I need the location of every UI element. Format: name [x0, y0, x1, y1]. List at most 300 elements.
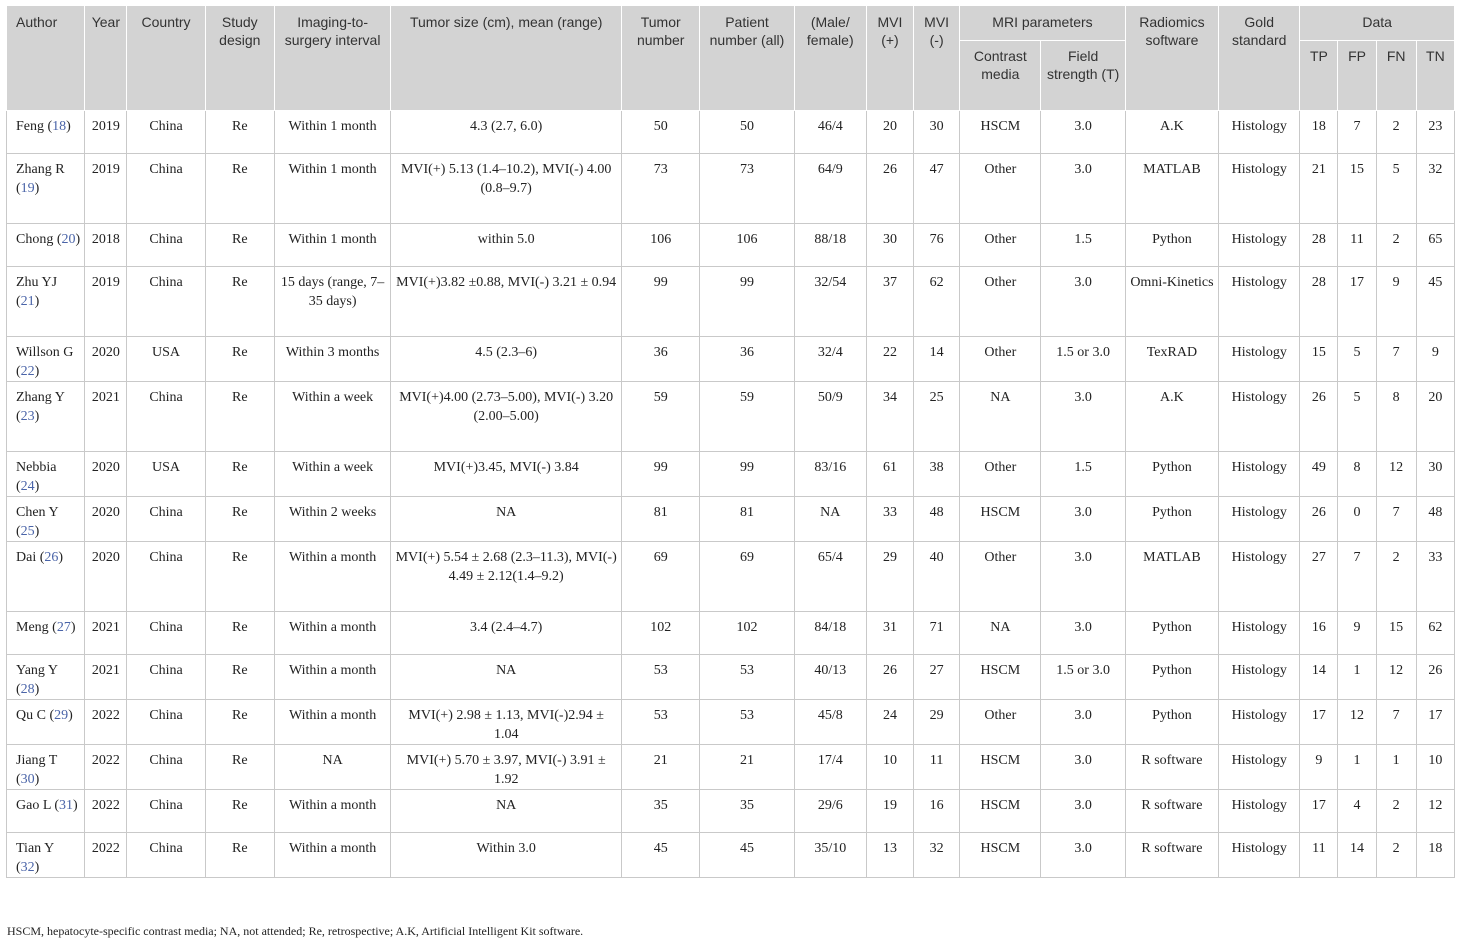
cell-tumor-number: 99: [622, 452, 700, 497]
table-row: [7, 542, 1455, 612]
cell-mvi-pos: 61: [866, 452, 913, 497]
cell-tp: 14: [1300, 655, 1338, 700]
cell-tumor-number: 99: [622, 267, 700, 337]
cell-fn: 15: [1376, 612, 1416, 655]
cell-country: China: [127, 612, 205, 655]
cell-tn: 17: [1416, 700, 1454, 745]
cell-mvi-pos: 34: [866, 382, 913, 452]
cell-author: Nebbia (24): [7, 452, 85, 497]
author-name: Chen Y: [16, 505, 59, 520]
table-row: [7, 452, 1455, 497]
cell-fn: 2: [1376, 833, 1416, 878]
cell-mvi-pos: 13: [866, 833, 913, 878]
cell-mvi-pos: 30: [866, 224, 913, 267]
cell-study-design: Re: [205, 111, 274, 154]
cell-year: 2022: [85, 700, 127, 745]
cell-radiomics-software: Python: [1125, 700, 1218, 745]
cell-study-design: Re: [205, 655, 274, 700]
author-name: Willson G: [16, 345, 74, 360]
cell-field-strength: 1.5: [1041, 452, 1125, 497]
cell-mvi-pos: 19: [866, 790, 913, 833]
cell-study-design: Re: [205, 612, 274, 655]
cell-patient-number: 21: [700, 745, 794, 790]
cell-interval: Within a month: [274, 542, 390, 612]
cell-mvi-pos: 10: [866, 745, 913, 790]
cell-tp: 11: [1300, 833, 1338, 878]
cell-tp: 49: [1300, 452, 1338, 497]
cell-study-design: Re: [205, 382, 274, 452]
cell-patient-number: 106: [700, 224, 794, 267]
cell-tumor-number: 81: [622, 497, 700, 542]
cell-year: 2022: [85, 790, 127, 833]
cell-radiomics-software: R software: [1125, 745, 1218, 790]
reference-link[interactable]: 23: [20, 408, 35, 424]
cell-fp: 1: [1338, 745, 1376, 790]
cell-interval: Within a month: [274, 655, 390, 700]
table-row: [7, 224, 1455, 267]
cell-author: Zhu YJ (21): [7, 267, 85, 337]
cell-year: 2021: [85, 612, 127, 655]
cell-patient-number: 53: [700, 655, 794, 700]
cell-field-strength: 3.0: [1041, 700, 1125, 745]
cell-sex: 65/4: [794, 542, 866, 612]
cell-field-strength: 3.0: [1041, 833, 1125, 878]
cell-field-strength: 3.0: [1041, 382, 1125, 452]
cell-tumor-size: MVI(+)3.82 ±0.88, MVI(-) 3.21 ± 0.94: [391, 267, 622, 337]
cell-author: Jiang T (30): [7, 745, 85, 790]
table-container: [6, 5, 1455, 878]
reference-link[interactable]: 31: [59, 798, 74, 813]
cell-fn: 2: [1376, 790, 1416, 833]
cell-fn: 2: [1376, 542, 1416, 612]
cell-patient-number: 81: [700, 497, 794, 542]
cell-tp: 17: [1300, 790, 1338, 833]
study-characteristics-table: [6, 5, 1455, 878]
col-header-author: Author: [7, 6, 85, 111]
author-name: Dai: [16, 550, 37, 565]
cell-interval: Within 3 months: [274, 337, 390, 382]
table-row: [7, 111, 1455, 154]
cell-author: Zhang Y (23): [7, 382, 85, 452]
cell-study-design: Re: [205, 542, 274, 612]
cell-field-strength: 3.0: [1041, 111, 1125, 154]
col-header-tumor-number: Tumor number: [622, 6, 700, 111]
cell-interval: Within a month: [274, 790, 390, 833]
cell-field-strength: 3.0: [1041, 154, 1125, 224]
reference-link[interactable]: 18: [52, 119, 67, 134]
reference-link[interactable]: 26: [44, 550, 59, 565]
cell-gold-standard: Histology: [1219, 745, 1300, 790]
table-row: [7, 337, 1455, 382]
cell-tumor-size: 4.3 (2.7, 6.0): [391, 111, 622, 154]
cell-mvi-neg: 30: [914, 111, 960, 154]
cell-year: 2020: [85, 542, 127, 612]
cell-tumor-size: NA: [391, 790, 622, 833]
author-name: Jiang T: [16, 753, 58, 768]
cell-mvi-neg: 11: [914, 745, 960, 790]
cell-patient-number: 53: [700, 700, 794, 745]
cell-tn: 30: [1416, 452, 1454, 497]
cell-tn: 26: [1416, 655, 1454, 700]
cell-fp: 4: [1338, 790, 1376, 833]
cell-study-design: Re: [205, 700, 274, 745]
cell-tn: 48: [1416, 497, 1454, 542]
cell-radiomics-software: A.K: [1125, 111, 1218, 154]
cell-year: 2022: [85, 745, 127, 790]
cell-fp: 14: [1338, 833, 1376, 878]
cell-tn: 65: [1416, 224, 1454, 267]
cell-author: Meng (27): [7, 612, 85, 655]
cell-contrast-media: HSCM: [960, 745, 1041, 790]
cell-sex: 29/6: [794, 790, 866, 833]
cell-fn: 7: [1376, 497, 1416, 542]
cell-author: Willson G (22): [7, 337, 85, 382]
cell-interval: Within 1 month: [274, 111, 390, 154]
cell-tumor-number: 53: [622, 655, 700, 700]
cell-tumor-number: 102: [622, 612, 700, 655]
cell-tp: 26: [1300, 382, 1338, 452]
cell-gold-standard: Histology: [1219, 267, 1300, 337]
cell-tumor-size: Within 3.0: [391, 833, 622, 878]
cell-tumor-size: within 5.0: [391, 224, 622, 267]
cell-study-design: Re: [205, 497, 274, 542]
cell-patient-number: 102: [700, 612, 794, 655]
cell-sex: 32/4: [794, 337, 866, 382]
cell-study-design: Re: [205, 833, 274, 878]
cell-sex: 45/8: [794, 700, 866, 745]
cell-contrast-media: Other: [960, 337, 1041, 382]
col-header-tp: TP: [1300, 41, 1338, 111]
cell-year: 2019: [85, 267, 127, 337]
cell-tn: 32: [1416, 154, 1454, 224]
reference-link[interactable]: 30: [20, 771, 35, 787]
cell-year: 2021: [85, 655, 127, 700]
col-header-contrast-media: Contrast media: [960, 41, 1041, 111]
author-name: Nebbia: [16, 460, 57, 475]
cell-study-design: Re: [205, 267, 274, 337]
col-header-interval: Imaging-to-surgery interval: [274, 6, 390, 111]
cell-year: 2020: [85, 337, 127, 382]
table-body: [7, 111, 1455, 878]
cell-interval: Within a month: [274, 833, 390, 878]
reference-link[interactable]: 32: [20, 859, 35, 875]
cell-year: 2019: [85, 154, 127, 224]
cell-mvi-pos: 37: [866, 267, 913, 337]
cell-tp: 17: [1300, 700, 1338, 745]
cell-country: China: [127, 111, 205, 154]
cell-patient-number: 99: [700, 452, 794, 497]
cell-contrast-media: HSCM: [960, 790, 1041, 833]
author-name: Zhu YJ: [16, 275, 58, 290]
cell-mvi-neg: 38: [914, 452, 960, 497]
cell-contrast-media: HSCM: [960, 655, 1041, 700]
cell-fn: 7: [1376, 337, 1416, 382]
cell-tumor-size: NA: [391, 497, 622, 542]
cell-mvi-pos: 31: [866, 612, 913, 655]
cell-fp: 5: [1338, 337, 1376, 382]
cell-gold-standard: Histology: [1219, 154, 1300, 224]
table-row: [7, 790, 1455, 833]
cell-sex: 35/10: [794, 833, 866, 878]
reference-link[interactable]: 22: [20, 363, 35, 379]
cell-tumor-number: 50: [622, 111, 700, 154]
cell-country: China: [127, 833, 205, 878]
cell-mvi-neg: 14: [914, 337, 960, 382]
col-header-data: Data: [1300, 6, 1455, 41]
cell-interval: Within 2 weeks: [274, 497, 390, 542]
cell-sex: 83/16: [794, 452, 866, 497]
cell-tumor-size: MVI(+) 5.70 ± 3.97, MVI(-) 3.91 ± 1.92: [391, 745, 622, 790]
cell-gold-standard: Histology: [1219, 790, 1300, 833]
cell-sex: 88/18: [794, 224, 866, 267]
cell-mvi-pos: 20: [866, 111, 913, 154]
cell-country: China: [127, 267, 205, 337]
cell-mvi-neg: 25: [914, 382, 960, 452]
cell-country: USA: [127, 452, 205, 497]
cell-fn: 12: [1376, 655, 1416, 700]
cell-contrast-media: Other: [960, 267, 1041, 337]
reference-link[interactable]: 21: [20, 293, 35, 309]
cell-country: China: [127, 224, 205, 267]
cell-study-design: Re: [205, 745, 274, 790]
cell-field-strength: 1.5: [1041, 224, 1125, 267]
author-name: Gao L: [16, 798, 51, 813]
cell-gold-standard: Histology: [1219, 497, 1300, 542]
cell-fp: 12: [1338, 700, 1376, 745]
col-header-fp: FP: [1338, 41, 1376, 111]
cell-tumor-size: MVI(+)4.00 (2.73–5.00), MVI(-) 3.20 (2.00–5.00): [391, 382, 622, 452]
table-row: [7, 612, 1455, 655]
cell-interval: Within 1 month: [274, 224, 390, 267]
cell-country: China: [127, 790, 205, 833]
cell-year: 2020: [85, 452, 127, 497]
cell-patient-number: 69: [700, 542, 794, 612]
cell-interval: Within a month: [274, 612, 390, 655]
cell-fn: 9: [1376, 267, 1416, 337]
col-header-country: Country: [127, 6, 205, 111]
cell-interval: 15 days (range, 7–35 days): [274, 267, 390, 337]
cell-mvi-pos: 26: [866, 154, 913, 224]
cell-gold-standard: Histology: [1219, 612, 1300, 655]
cell-fn: 2: [1376, 111, 1416, 154]
cell-sex: 46/4: [794, 111, 866, 154]
cell-tumor-size: MVI(+)3.45, MVI(-) 3.84: [391, 452, 622, 497]
cell-tp: 27: [1300, 542, 1338, 612]
table-row: [7, 833, 1455, 878]
cell-gold-standard: Histology: [1219, 833, 1300, 878]
cell-tumor-size: MVI(+) 2.98 ± 1.13, MVI(-)2.94 ± 1.04: [391, 700, 622, 745]
col-header-gold-standard: Gold standard: [1219, 6, 1300, 111]
cell-patient-number: 73: [700, 154, 794, 224]
col-header-mvi-neg: MVI (-): [914, 6, 960, 111]
cell-mvi-neg: 76: [914, 224, 960, 267]
cell-mvi-pos: 33: [866, 497, 913, 542]
cell-patient-number: 45: [700, 833, 794, 878]
cell-year: 2020: [85, 497, 127, 542]
cell-tumor-number: 36: [622, 337, 700, 382]
reference-link[interactable]: 25: [20, 523, 35, 539]
cell-author: Chen Y (25): [7, 497, 85, 542]
cell-radiomics-software: R software: [1125, 790, 1218, 833]
cell-author: Chong (20): [7, 224, 85, 267]
cell-sex: 84/18: [794, 612, 866, 655]
cell-fn: 7: [1376, 700, 1416, 745]
cell-tumor-number: 69: [622, 542, 700, 612]
cell-study-design: Re: [205, 452, 274, 497]
cell-year: 2019: [85, 111, 127, 154]
cell-radiomics-software: Python: [1125, 655, 1218, 700]
cell-radiomics-software: TexRAD: [1125, 337, 1218, 382]
cell-mvi-neg: 27: [914, 655, 960, 700]
cell-tp: 15: [1300, 337, 1338, 382]
cell-tp: 16: [1300, 612, 1338, 655]
reference-link[interactable]: 24: [20, 478, 35, 494]
cell-field-strength: 3.0: [1041, 745, 1125, 790]
cell-tumor-number: 59: [622, 382, 700, 452]
cell-study-design: Re: [205, 224, 274, 267]
cell-tumor-number: 106: [622, 224, 700, 267]
table-footnote: HSCM, hepatocyte-specific contrast media; NA, not attended; Re, retrospective; A.K, Artificial Intelligent Kit software.: [7, 924, 584, 938]
cell-tn: 10: [1416, 745, 1454, 790]
cell-country: China: [127, 382, 205, 452]
cell-sex: 17/4: [794, 745, 866, 790]
reference-link[interactable]: 27: [56, 620, 71, 635]
cell-mvi-pos: 26: [866, 655, 913, 700]
cell-fn: 5: [1376, 154, 1416, 224]
author-name: Yang Y: [16, 663, 58, 678]
cell-tn: 9: [1416, 337, 1454, 382]
cell-tumor-size: NA: [391, 655, 622, 700]
cell-patient-number: 50: [700, 111, 794, 154]
cell-fp: 5: [1338, 382, 1376, 452]
cell-mvi-pos: 24: [866, 700, 913, 745]
col-header-tumor-size: Tumor size (cm), mean (range): [391, 6, 622, 111]
cell-sex: 64/9: [794, 154, 866, 224]
cell-year: 2021: [85, 382, 127, 452]
cell-sex: 32/54: [794, 267, 866, 337]
author-name: Tian Y: [16, 841, 54, 856]
reference-link[interactable]: 19: [20, 180, 35, 196]
cell-patient-number: 36: [700, 337, 794, 382]
cell-fp: 0: [1338, 497, 1376, 542]
cell-gold-standard: Histology: [1219, 655, 1300, 700]
cell-contrast-media: NA: [960, 612, 1041, 655]
table-row: [7, 382, 1455, 452]
cell-interval: NA: [274, 745, 390, 790]
cell-tn: 33: [1416, 542, 1454, 612]
table-row: [7, 655, 1455, 700]
cell-gold-standard: Histology: [1219, 542, 1300, 612]
cell-tp: 21: [1300, 154, 1338, 224]
cell-radiomics-software: Python: [1125, 612, 1218, 655]
cell-fp: 8: [1338, 452, 1376, 497]
cell-patient-number: 35: [700, 790, 794, 833]
author-name: Meng: [16, 620, 49, 635]
cell-radiomics-software: Python: [1125, 497, 1218, 542]
cell-tumor-size: MVI(+) 5.54 ± 2.68 (2.3–11.3), MVI(-) 4.49 ± 2.12(1.4–9.2): [391, 542, 622, 612]
author-name: Feng: [16, 119, 44, 134]
cell-interval: Within a week: [274, 382, 390, 452]
cell-tumor-number: 35: [622, 790, 700, 833]
cell-fp: 7: [1338, 542, 1376, 612]
cell-tn: 62: [1416, 612, 1454, 655]
table-row: [7, 745, 1455, 790]
author-name: Chong: [16, 232, 54, 247]
cell-mvi-neg: 71: [914, 612, 960, 655]
cell-fn: 8: [1376, 382, 1416, 452]
cell-sex: 40/13: [794, 655, 866, 700]
col-header-tn: TN: [1416, 41, 1454, 111]
cell-contrast-media: Other: [960, 542, 1041, 612]
cell-fp: 7: [1338, 111, 1376, 154]
cell-field-strength: 3.0: [1041, 790, 1125, 833]
cell-mvi-neg: 40: [914, 542, 960, 612]
table-row: [7, 497, 1455, 542]
cell-tn: 23: [1416, 111, 1454, 154]
cell-mvi-pos: 22: [866, 337, 913, 382]
cell-fp: 17: [1338, 267, 1376, 337]
cell-contrast-media: HSCM: [960, 833, 1041, 878]
table-row: [7, 154, 1455, 224]
cell-field-strength: 3.0: [1041, 497, 1125, 542]
cell-tp: 28: [1300, 267, 1338, 337]
cell-radiomics-software: MATLAB: [1125, 154, 1218, 224]
col-header-field-strength: Field strength (T): [1041, 41, 1125, 111]
cell-year: 2022: [85, 833, 127, 878]
cell-tp: 28: [1300, 224, 1338, 267]
cell-author: Zhang R (19): [7, 154, 85, 224]
cell-patient-number: 99: [700, 267, 794, 337]
cell-radiomics-software: R software: [1125, 833, 1218, 878]
reference-link[interactable]: 20: [61, 232, 76, 247]
cell-field-strength: 3.0: [1041, 267, 1125, 337]
cell-tumor-size: MVI(+) 5.13 (1.4–10.2), MVI(-) 4.00 (0.8–9.7): [391, 154, 622, 224]
cell-fp: 15: [1338, 154, 1376, 224]
cell-radiomics-software: Omni-Kinetics: [1125, 267, 1218, 337]
cell-study-design: Re: [205, 154, 274, 224]
cell-gold-standard: Histology: [1219, 382, 1300, 452]
cell-field-strength: 3.0: [1041, 612, 1125, 655]
col-header-mri-parameters: MRI parameters: [960, 6, 1126, 41]
cell-sex: NA: [794, 497, 866, 542]
author-name: Zhang Y: [16, 390, 65, 405]
cell-study-design: Re: [205, 790, 274, 833]
cell-tp: 18: [1300, 111, 1338, 154]
cell-tumor-number: 45: [622, 833, 700, 878]
author-name: Zhang R: [16, 162, 65, 177]
reference-link[interactable]: 28: [20, 681, 35, 697]
cell-author: Gao L (31): [7, 790, 85, 833]
col-header-study-design: Study design: [205, 6, 274, 111]
cell-interval: Within a week: [274, 452, 390, 497]
cell-mvi-neg: 62: [914, 267, 960, 337]
cell-sex: 50/9: [794, 382, 866, 452]
cell-tn: 20: [1416, 382, 1454, 452]
cell-tumor-size: 4.5 (2.3–6): [391, 337, 622, 382]
cell-tumor-number: 53: [622, 700, 700, 745]
cell-radiomics-software: Python: [1125, 452, 1218, 497]
author-name: Qu C: [16, 708, 46, 723]
cell-interval: Within 1 month: [274, 154, 390, 224]
col-header-year: Year: [85, 6, 127, 111]
reference-link[interactable]: 29: [54, 708, 69, 723]
cell-fp: 9: [1338, 612, 1376, 655]
cell-tp: 9: [1300, 745, 1338, 790]
cell-author: Yang Y (28): [7, 655, 85, 700]
cell-radiomics-software: Python: [1125, 224, 1218, 267]
cell-field-strength: 1.5 or 3.0: [1041, 655, 1125, 700]
cell-contrast-media: HSCM: [960, 497, 1041, 542]
